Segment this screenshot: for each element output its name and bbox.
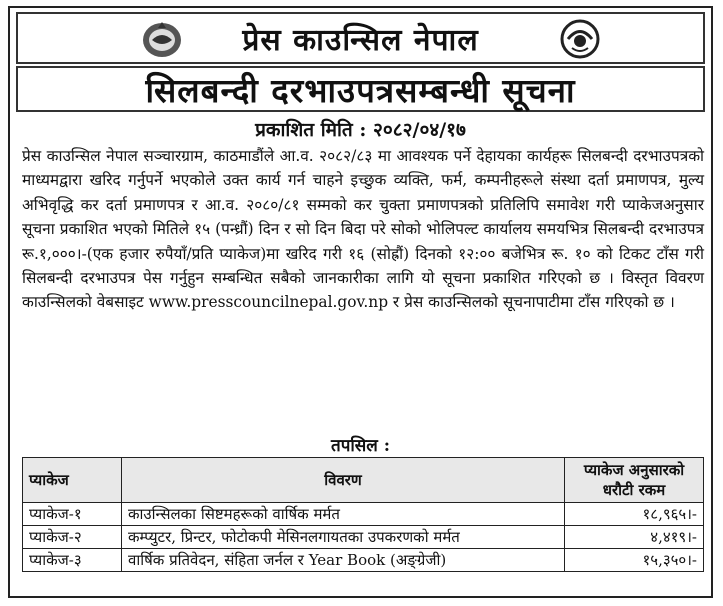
row-description: काउन्सिलका सिष्टमहरूको वार्षिक मर्मत <box>122 503 565 526</box>
row-package: प्याकेज-१ <box>23 503 122 526</box>
row-description: कम्प्युटर, प्रिन्टर, फोटोकपी मेसिनलगायतका उपकरणको मर्मत <box>122 526 565 549</box>
notice-page <box>8 6 713 598</box>
notice-title: सिलबन्दी दरभाउपत्रसम्बन्धी सूचना <box>145 70 576 110</box>
table-row <box>23 503 704 526</box>
row-amount: १५,३५०।- <box>565 549 704 572</box>
header-package: प्याकेज <box>23 458 122 503</box>
header-amount: प्याकेज अनुसारको धरौटी रकम <box>565 458 704 503</box>
package-table <box>22 457 704 572</box>
row-amount: ४,४१९।- <box>565 526 704 549</box>
press-council-logo-icon <box>558 18 602 60</box>
row-package: प्याकेज-२ <box>23 526 122 549</box>
row-description: वार्षिक प्रतिवेदन, संहिता जर्नल र Year Book (अङ्ग्रेजी) <box>122 549 565 572</box>
schedule-heading: तपसिल : <box>331 436 390 456</box>
notice-title-bar <box>16 66 705 112</box>
table-row <box>23 526 704 549</box>
nepal-emblem-icon <box>140 18 184 60</box>
row-amount: १८,९६५।- <box>565 503 704 526</box>
table-row <box>23 549 704 572</box>
header-bar <box>16 12 705 64</box>
row-package: प्याकेज-३ <box>23 549 122 572</box>
org-name: प्रेस काउन्सिल नेपाल <box>242 22 479 58</box>
table-header-row <box>23 458 704 503</box>
notice-body: प्रेस काउन्सिल नेपाल सञ्चारग्राम, काठमाडौंले आ.व. २०८२/८३ मा आवश्यक पर्ने देहायका कार्यहरू सिलबन्दी दरभाउपत्रको माध्यमद्वारा खरिद गर्नुपर्ने भएकोले उक्त कार्य गर्न चाहने इच्छुक व्यक्ति, फर्म, कम्पनीहरूले संस्था दर्ता प्रमाणपत्र, मुल्य अभिवृद्धि कर दर्ता प्रमाणपत्र र आ.व. २०८०/८१ सम्मको कर चुक्ता प्रमाणपत्रको प्रतिलिपि समावेश गरी प्याकेजअनुसार सूचना प्रकाशित भएको मितिले १५ (पन्ध्रौं) दिन र सो दिन बिदा परे सोको भोलिपल्ट कार्यालय समयभित्र सिलबन्दी दरभाउपत्र रू.१,०००।-(एक हजार रुपैयाँ/प्रति प्याकेज)मा खरिद गरी १६ (सोह्रौं) दिनको १२:०० बजेभित्र रू. १० को टिकट टाँस गरी सिलबन्दी दरभाउपत्र पेस गर्नुहुन सम्बन्धित सबैको जानकारीका लागि यो सूचना प्रकाशित गरिएको छ । विस्तृत विवरण काउन्सिलको वेबसाइट www.presscouncilnepal.gov.np र प्रेस काउन्सिलको सूचनापाटीमा टाँस गरिएको छ । <box>22 147 704 312</box>
published-date: प्रकाशित मिति : २०८२/०४/१७ <box>255 119 466 141</box>
header-description: विवरण <box>122 458 565 503</box>
